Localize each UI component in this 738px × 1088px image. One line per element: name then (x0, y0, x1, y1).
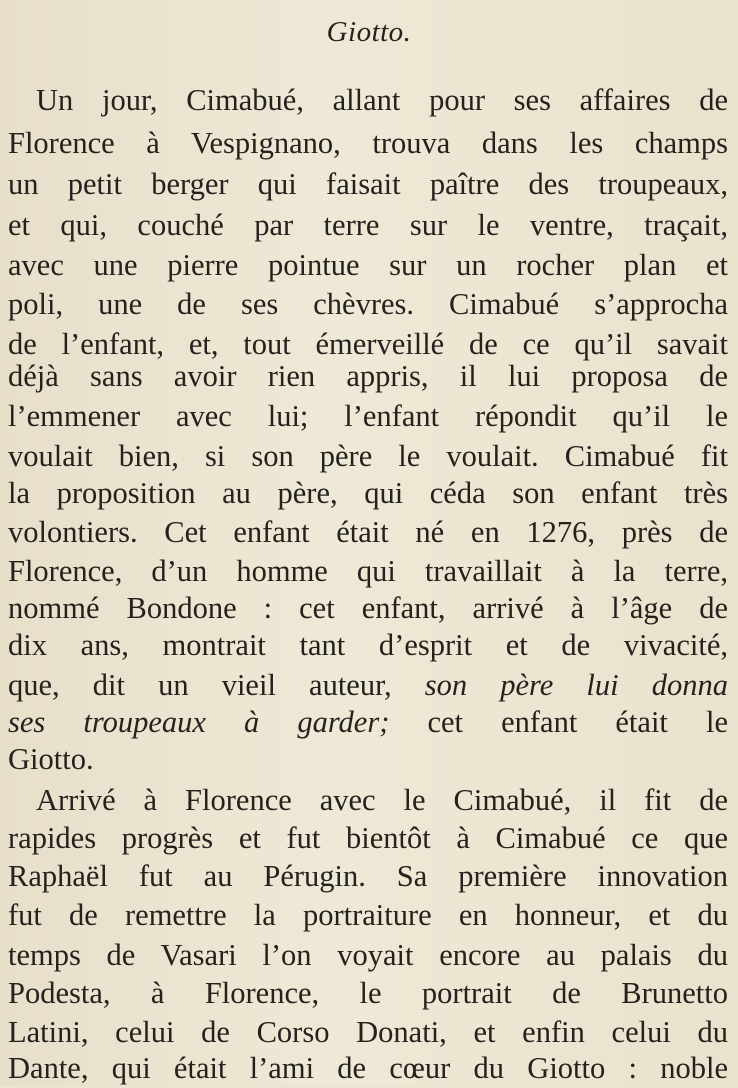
italic-quote-span: son père lui donna (424, 668, 728, 702)
text-line: Raphaël fut au Pérugin. Sa première innovation (8, 859, 728, 893)
text-line: l’emmener avec lui; l’enfant répondit qu’il le (8, 399, 728, 433)
text-line: dix ans, montrait tant d’esprit et de vivacité, (8, 628, 728, 662)
text-line: Florence, d’un homme qui travaillait à la terre, (8, 554, 728, 588)
text-line: rapides progrès et fut bientôt à Cimabué ce que (8, 821, 728, 855)
italic-quote-span: ses troupeaux à garder; (8, 705, 390, 739)
text-line: de l’enfant, et, tout émerveillé de ce qu’il savait (8, 327, 728, 361)
text-line: Florence à Vespignano, trouva dans les champs (8, 126, 728, 160)
text-line-last: Giotto. (8, 742, 94, 776)
text-line: un petit berger qui faisait paître des troupeaux, (8, 167, 728, 201)
text-line: et qui, couché par terre sur le ventre, traçait, (8, 208, 728, 242)
text-line: la proposition au père, qui céda son enfant très (8, 476, 728, 510)
chapter-heading: Giotto. (326, 16, 412, 48)
text-line: déjà sans avoir rien appris, il lui proposa de (8, 359, 728, 393)
text-span: que, dit un vieil auteur, (8, 668, 392, 702)
text-line: Arrivé à Florence avec le Cimabué, il fit de (36, 783, 728, 817)
text-line: poli, une de ses chèvres. Cimabué s’approcha (8, 287, 728, 321)
text-line-mixed (8, 702, 728, 742)
text-line: Podesta, à Florence, le portrait de Brunetto (8, 976, 728, 1010)
text-line: Latini, celui de Corso Donati, et enfin celui du (8, 1015, 728, 1049)
text-line: temps de Vasari l’on voyait encore au palais du (8, 938, 728, 972)
text-line: Un jour, Cimabué, allant pour ses affaires de (36, 83, 728, 117)
text-line: Dante, qui était l’ami de cœur du Giotto : noble (8, 1051, 728, 1085)
text-line: volontiers. Cet enfant était né en 1276, près de (8, 515, 728, 549)
text-line: avec une pierre pointue sur un rocher plan et (8, 248, 728, 282)
text-line: nommé Bondone : cet enfant, arrivé à l’âge de (8, 591, 728, 625)
text-line-mixed (8, 665, 728, 705)
text-line: voulait bien, si son père le voulait. Cimabué fit (8, 439, 728, 473)
text-span: cet enfant était le (427, 705, 728, 739)
text-line: fut de remettre la portraiture en honneur, et du (8, 898, 728, 932)
